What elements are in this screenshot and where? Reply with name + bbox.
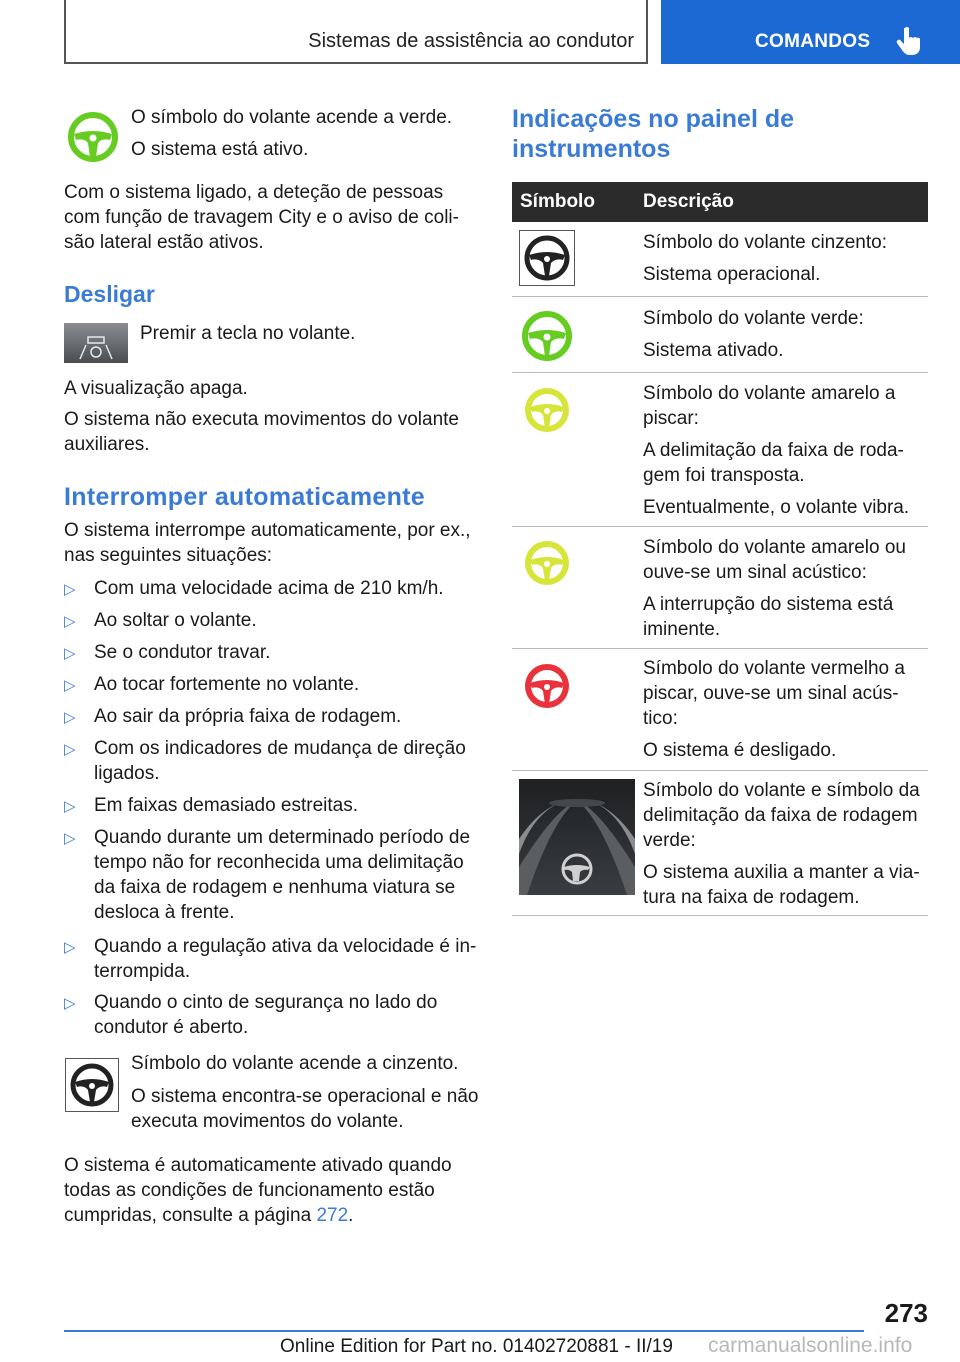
list-item: ▷ Em faixas demasiado estreitas. xyxy=(64,795,359,816)
list-item: ▷ Ao soltar o volante. xyxy=(64,610,257,631)
green-symbol-text-1: O símbolo do volante acende a verde. xyxy=(131,107,453,128)
row-divider xyxy=(512,915,928,916)
section-title: Sistemas de assistência ao condutor xyxy=(308,30,634,52)
list-item: ▷ Se o condutor travar. xyxy=(64,642,271,663)
steering-wheel-yellow-icon xyxy=(519,535,575,591)
steering-wheel-yellow-icon xyxy=(519,382,575,438)
list-item: ▷ Ao sair da própria faixa de rodagem. xyxy=(64,706,402,727)
row-divider xyxy=(512,296,928,297)
green-symbol-text-2: O sistema está ativo. xyxy=(131,139,309,160)
desligar-line-1: A visualização apaga. xyxy=(64,378,248,399)
steering-wheel-green-icon xyxy=(519,308,575,364)
row-divider xyxy=(512,648,928,649)
lane-display-icon xyxy=(519,779,635,895)
watermark: carmanualsonline.info xyxy=(704,1334,912,1358)
list-item: ▷ Quando o cinto de segurança no lado do condutor é aberto. xyxy=(64,992,438,1038)
final-paragraph: O sistema é automaticamente ativado quando todas as condições de funcionamento estão cumpridas, consulte a página 272. xyxy=(64,1155,452,1226)
row-divider xyxy=(512,372,928,373)
steering-button-image xyxy=(64,323,128,363)
grey-symbol-text-1: Símbolo do volante acende a cinzento. xyxy=(131,1053,459,1074)
table-row: Símbolo do volante e símbolo da delimitação da faixa de rodagem verde: O sistema auxilia a manter a via- tura na faixa de rodagem. xyxy=(643,780,920,908)
table-row: Símbolo do volante amarelo a piscar: A delimitação da faixa de roda- gem foi transposta. Eventualmente, o volante vibra. xyxy=(643,383,910,518)
row-divider xyxy=(512,526,928,527)
intro-paragraph: Com o sistema ligado, a deteção de pessoas com função de travagem City e o aviso de coli- são lateral estão ativos. xyxy=(64,182,459,253)
list-item: ▷ Ao tocar fortemente no volante. xyxy=(64,674,360,695)
pointing-hand-icon xyxy=(896,26,922,56)
steering-wheel-green-icon xyxy=(66,110,120,164)
steering-wheel-red-icon xyxy=(519,658,575,714)
right-heading: Indicações no painel de instrumentos xyxy=(512,105,795,163)
footer-rule xyxy=(64,1330,864,1332)
table-row: Símbolo do volante amarelo ou ouve-se um sinal acústico: A interrupção do sistema está iminente. xyxy=(643,537,906,640)
list-item: ▷ Com os indicadores de mudança de direção ligados. xyxy=(64,738,466,784)
table-row: Símbolo do volante cinzento: Sistema operacional. xyxy=(643,232,887,285)
row-divider xyxy=(512,770,928,771)
desligar-line-2: O sistema não executa movimentos do volante auxiliares. xyxy=(64,409,459,455)
col-description-header: Descrição xyxy=(643,191,734,212)
edition-text: Online Edition for Part no. 01402720881 - II/19 xyxy=(280,1336,673,1357)
interromper-heading: Interromper automaticamente xyxy=(64,483,425,511)
desligar-heading: Desligar xyxy=(64,281,155,307)
grey-symbol-text-2: O sistema encontra-se operacional e não executa movimentos do volante. xyxy=(131,1086,479,1132)
page-link[interactable]: 272 xyxy=(316,1205,349,1226)
chapter-label[interactable]: COMANDOS xyxy=(755,31,871,52)
table-row: Símbolo do volante vermelho a piscar, ouve-se um sinal acús- tico: O sistema é desligado. xyxy=(643,658,905,761)
list-item: ▷ Quando a regulação ativa da velocidade é in- terrompida. xyxy=(64,936,477,982)
table-row: Símbolo do volante verde: Sistema ativado. xyxy=(643,308,864,361)
list-item: ▷ Com uma velocidade acima de 210 km/h. xyxy=(64,578,444,599)
page-number: 273 xyxy=(884,1298,928,1328)
list-item: ▷ Quando durante um determinado período de tempo não for reconhecida uma delimitação da faixa de rodagem e nenhuma viatura se desloca à frente. xyxy=(64,827,471,923)
steering-wheel-grey-icon xyxy=(65,1058,119,1112)
desligar-button-text: Premir a tecla no volante. xyxy=(140,323,356,344)
col-symbol-header: Símbolo xyxy=(520,191,595,212)
steering-wheel-grey-icon xyxy=(519,230,575,286)
interromper-intro: O sistema interrompe automaticamente, por ex., nas seguintes situações: xyxy=(64,520,471,566)
